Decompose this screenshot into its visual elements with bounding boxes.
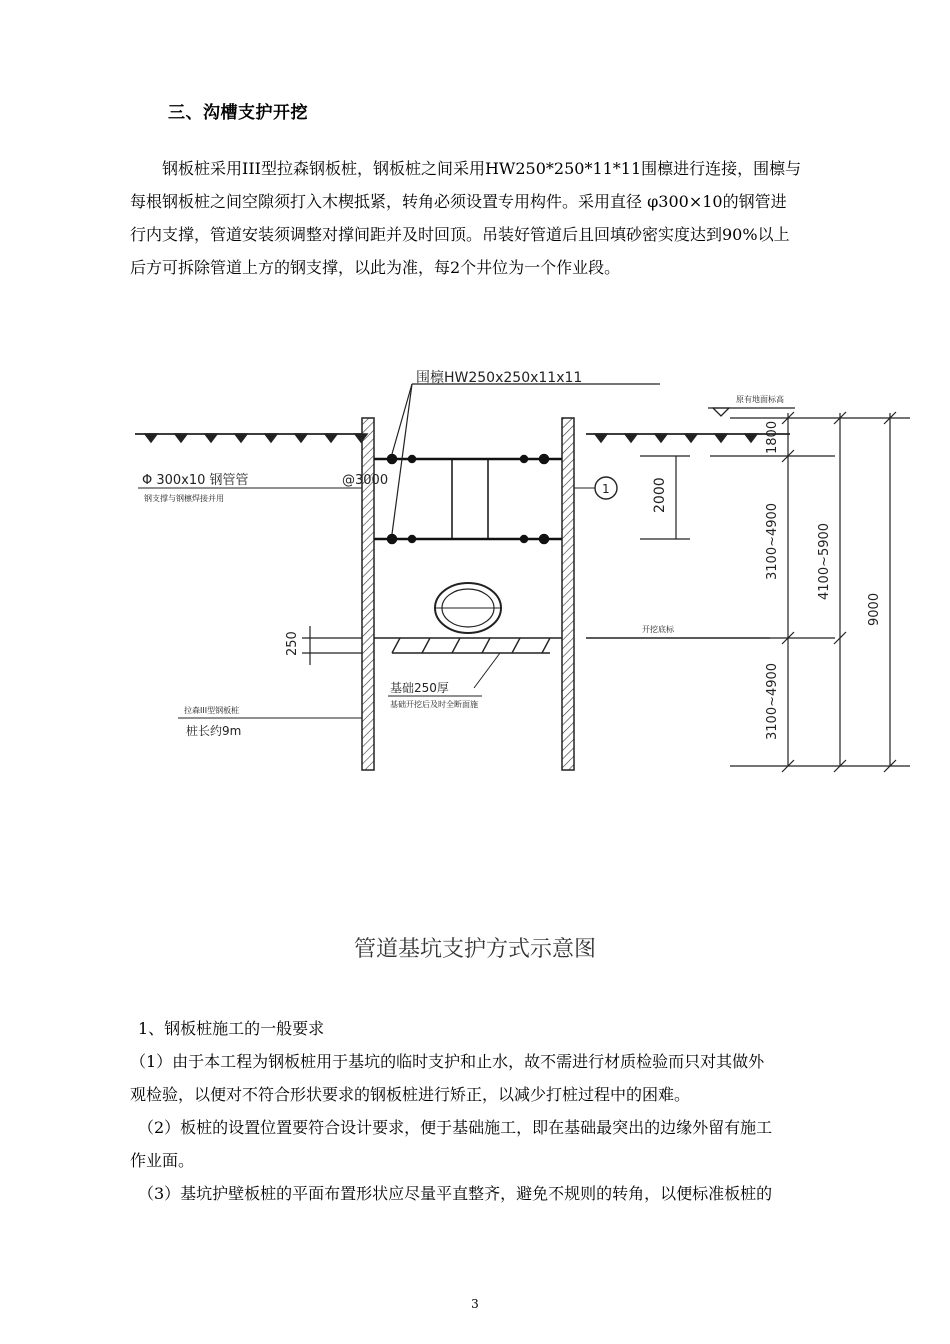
intro-line: 行内支撑，管道安装须调整对撑间距并及时回顶。吊装好管道后且回填砂密实度达到90%以上 [130, 225, 790, 244]
figure-caption: 管道基坑支护方式示意图 [353, 937, 596, 962]
intro-line: 后方可拆除管道上方的钢支撑，以此为准，每2个井位为一个作业段。 [130, 258, 621, 277]
body-line: 作业面。 [130, 1151, 195, 1170]
steel-pipe-label: Φ 300x10 钢管管 [142, 473, 249, 488]
base-note-label: 基础开挖后及时全断面施 [390, 700, 478, 709]
intro-line: 钢板桩采用III型拉森钢板桩，钢板桩之间采用HW250*250*11*11围檩进行连接，围檩与 [162, 159, 802, 178]
intro-paragraph [130, 152, 870, 284]
dim-9000: 9000 [867, 592, 882, 626]
left-sheet-pile [362, 418, 374, 770]
pile-length-label: 桩长约9m [186, 724, 242, 738]
trench-support-diagram [130, 368, 930, 788]
dim-1800: 1800 [765, 420, 780, 454]
ground-line [135, 434, 790, 442]
body-line: （2）板桩的设置位置要符合设计要求，便于基础施工，即在基础最突出的边缘外留有施工 [138, 1118, 773, 1137]
dim-3100-4900-upper: 3100~4900 [765, 502, 780, 580]
strut-note-label: 钢支撑与钢檩焊接并用 [144, 494, 224, 503]
trench-bottom-label: 开挖底标 [642, 625, 674, 634]
base-thickness-label: 基础250厚 [390, 681, 449, 695]
right-sheet-pile [562, 418, 574, 770]
subheading-line: 1、钢板桩施工的一般要求 [138, 1019, 325, 1038]
dim-2000: 2000 [652, 477, 668, 513]
body-line: （3）基坑护壁板桩的平面布置形状应尽量平直整齐，避免不规则的转角，以便标准板桩的 [138, 1184, 773, 1203]
steel-struts [374, 455, 562, 543]
dim-3100-4900-lower: 3100~4900 [765, 662, 780, 740]
pipe-section [435, 583, 501, 633]
ground-elevation-label: 原有地面标高 [736, 395, 784, 404]
sheet-pile-label: 拉森III型钢板桩 [184, 706, 240, 715]
page-number: 3 [471, 1297, 479, 1311]
waling-label: 围檩HW250x250x11x11 [416, 370, 583, 386]
body-text [130, 1012, 870, 1210]
body-line: 观检验，以便对不符合形状要求的钢板桩进行矫正，以减少打桩过程中的困难。 [130, 1085, 691, 1104]
intro-line: 每根钢板桩之间空隙须打入木楔抵紧，转角必须设置专用构件。采用直径 φ300×10的钢管进 [130, 192, 787, 211]
detail-marker-number: 1 [602, 482, 610, 496]
section-heading: 三、沟槽支护开挖 [168, 103, 308, 123]
strut-spacing-label: @3000 [342, 473, 389, 488]
dim-4100-5900: 4100~5900 [817, 522, 832, 600]
ground-elevation-marker [708, 408, 795, 416]
dim-250-left: 250 [285, 631, 300, 656]
body-line: （1）由于本工程为钢板桩用于基坑的临时支护和止水，故不需进行材质检验而只对其做外 [130, 1052, 765, 1071]
detail-marker [574, 477, 617, 499]
